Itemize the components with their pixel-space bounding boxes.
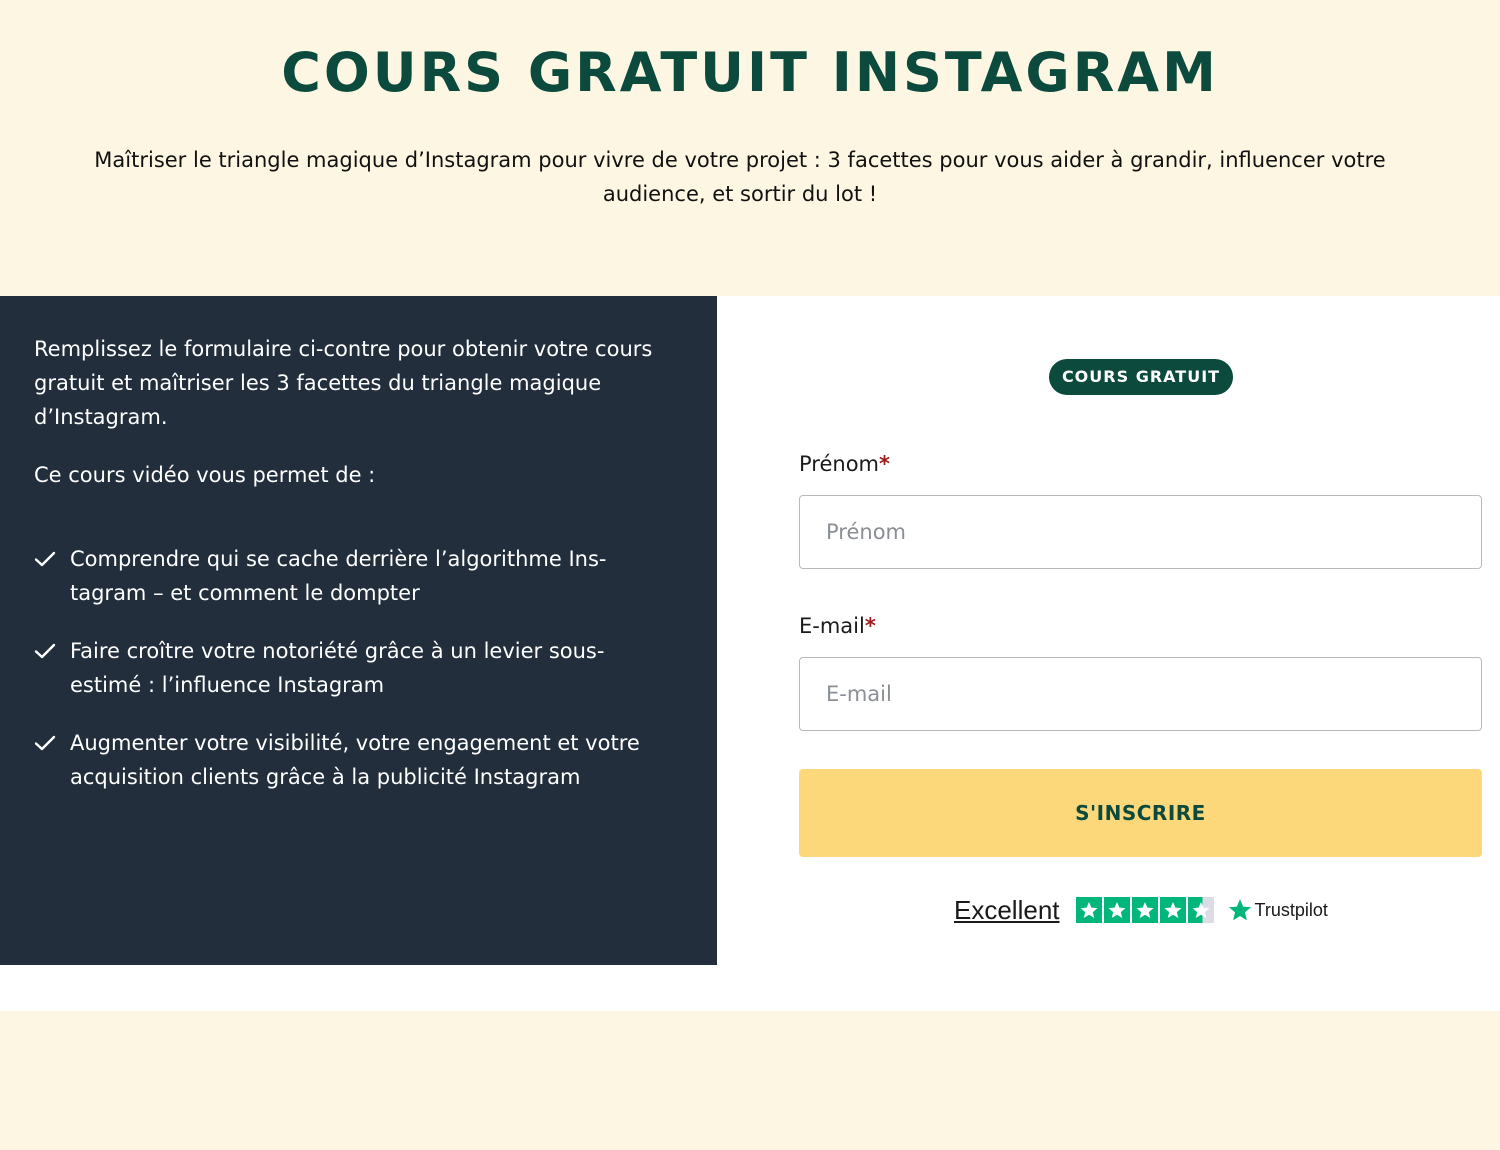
benefit-item bbox=[34, 726, 674, 794]
firstname-input[interactable] bbox=[799, 495, 1482, 569]
page-subtitle: Maîtriser le triangle magique d’Instagram pour vivre de votre projet : 3 facettes pour vous aider à grandir, influencer votre audience, et sortir du lot ! bbox=[94, 148, 1386, 206]
required-mark: * bbox=[879, 452, 890, 476]
firstname-label-text: Prénom bbox=[799, 452, 880, 476]
trustpilot-logo[interactable] bbox=[1228, 898, 1328, 922]
star-icon bbox=[1160, 897, 1186, 923]
star-icon bbox=[1104, 897, 1130, 923]
benefits-lead: Ce cours vidéo vous permet de : bbox=[34, 463, 376, 487]
benefits-list bbox=[34, 542, 674, 818]
benefit-item bbox=[34, 542, 674, 610]
check-icon bbox=[34, 550, 56, 568]
email-label bbox=[799, 611, 876, 641]
half-star-icon bbox=[1188, 897, 1214, 923]
email-label-text: E-mail bbox=[799, 614, 865, 638]
star-icon bbox=[1132, 897, 1158, 923]
signup-form-panel bbox=[717, 296, 1500, 965]
section-gap bbox=[0, 965, 1500, 1011]
trustpilot-stars bbox=[1076, 897, 1216, 923]
benefit-text: Faire croître votre notoriété grâce à un levier sous-estimé : l’influence Instagram bbox=[70, 639, 605, 697]
trustpilot-brand: Trustpilot bbox=[1254, 899, 1328, 920]
email-input[interactable] bbox=[799, 657, 1482, 731]
benefit-text: Augmenter votre visibilité, votre engagement et votre acquisition clients grâce à la publicité Instagram bbox=[70, 731, 640, 789]
firstname-label bbox=[799, 449, 890, 479]
check-icon bbox=[34, 734, 56, 752]
free-course-badge: COURS GRATUIT bbox=[1049, 359, 1233, 395]
benefits-panel bbox=[0, 296, 717, 965]
benefit-text: Comprendre qui se cache derrière l’algorithme Instagram – et comment le dompter bbox=[70, 547, 607, 605]
trustpilot-rating-link[interactable]: Excellent bbox=[954, 894, 1060, 925]
intro-text: Remplissez le formulaire ci-contre pour obtenir votre cours gratuit et maîtriser les 3 facettes du triangle magique d’Instagram. bbox=[34, 337, 653, 429]
benefit-item bbox=[34, 634, 674, 702]
signup-button[interactable]: S'INSCRIRE bbox=[799, 769, 1482, 857]
page-title: COURS GRATUIT INSTAGRAM bbox=[281, 41, 1219, 104]
check-icon bbox=[34, 642, 56, 660]
star-icon bbox=[1076, 897, 1102, 923]
hero-section bbox=[0, 0, 1500, 296]
next-section bbox=[0, 1011, 1500, 1150]
trustpilot-star-icon bbox=[1228, 898, 1252, 922]
trustpilot-widget[interactable] bbox=[954, 890, 1328, 930]
required-mark: * bbox=[864, 614, 876, 638]
